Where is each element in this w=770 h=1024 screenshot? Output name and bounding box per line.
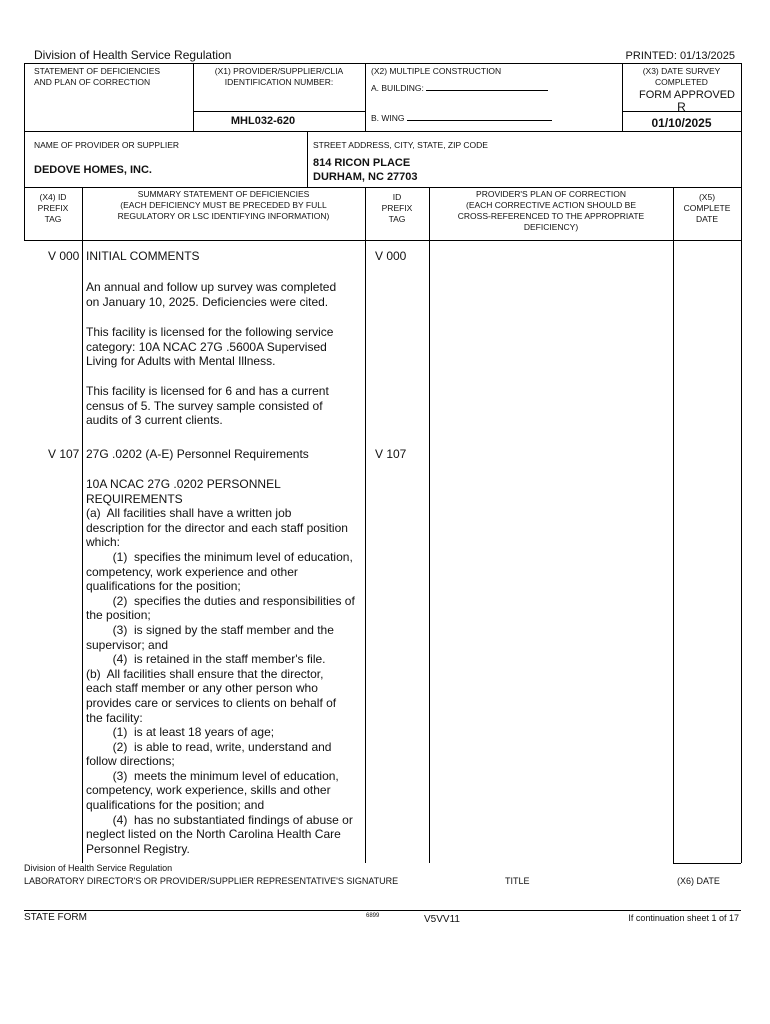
building-line <box>426 90 548 91</box>
plan-header: PROVIDER'S PLAN OF CORRECTION (EACH CORRECTIVE ACTION SHOULD BE CROSS-REFERENCED TO THE APPROPRIATE DEFICIENCY) <box>457 189 645 232</box>
entry-paragraph: An annual and follow up survey was completed on January 10, 2025. Deficiencies were cited. <box>86 280 337 309</box>
wing-label: B. WING <box>371 113 405 123</box>
form-approved: FORM APPROVED <box>639 89 735 101</box>
signature-label: LABORATORY DIRECTOR'S OR PROVIDER/SUPPLIER REPRESENTATIVE'S SIGNATURE <box>24 876 399 886</box>
provider-id: MHL032-620 <box>230 115 296 127</box>
footer-agency: Division of Health Service Regulation <box>24 863 173 873</box>
x6-date-label: (X6) DATE <box>677 876 720 886</box>
provider-name-label: NAME OF PROVIDER OR SUPPLIER <box>34 140 179 150</box>
address-label: STREET ADDRESS, CITY, STATE, ZIP CODE <box>313 140 488 150</box>
wing-line <box>407 120 552 121</box>
x4-header: (X4) ID PREFIX TAG <box>37 192 69 224</box>
entry-id-tag: V 107 <box>375 447 407 461</box>
x3-label: (X3) DATE SURVEY COMPLETED <box>642 66 721 87</box>
address-line2: DURHAM, NC 27703 <box>313 171 418 183</box>
survey-date: 01/10/2025 <box>651 116 712 130</box>
entry-id-tag: V 000 <box>375 249 407 263</box>
x1-label: (X1) PROVIDER/SUPPLIER/CLIA IDENTIFICATION NUMBER: <box>214 66 344 87</box>
entry-paragraph: This facility is licensed for 6 and has a current census of 5. The survey sample consisted of audits of 3 current clients. <box>86 384 329 428</box>
survey-code: R <box>677 100 686 114</box>
summary-header: SUMMARY STATEMENT OF DEFICIENCIES (EACH DEFICIENCY MUST BE PRECEDED BY FULL REGULATORY OR LSC IDENTIFYING INFORMATION) <box>117 189 330 221</box>
id-prefix-header: ID PREFIX TAG <box>381 192 413 224</box>
title-label: TITLE <box>505 876 530 886</box>
printed-date: PRINTED: 01/13/2025 <box>625 50 735 62</box>
entry-title: 27G .0202 (A-E) Personnel Requirements <box>86 447 309 461</box>
entry-title: INITIAL COMMENTS <box>86 249 200 263</box>
form-number: 6899 <box>366 913 380 919</box>
statement-label: STATEMENT OF DEFICIENCIES AND PLAN OF CORRECTION <box>34 66 161 87</box>
building-label: A. BUILDING: <box>371 83 424 93</box>
x2-label: (X2) MULTIPLE CONSTRUCTION <box>371 66 502 76</box>
entry-paragraph: 10A NCAC 27G .0202 PERSONNEL REQUIREMENTS (a) All facilities shall have a written job description for the director and each staff position which: (1) specifies the minimum level of education, competency, work experience and other qualifications for the position; (2) specifies the duties and responsibilities of the position; (3) is signed by the staff member and the supervisor; and (4) is retained in the staff member's file. (b) All facilities shall ensure that the director, each staff member or any other person who provides care or services to clients on behalf of the facility: (1) is at least 18 years of age; (2) is able to read, write, understand and follow directions; (3) meets the minimum level of education, competency, work experience, skills and other qualifications for the position; and (4) has no substantiated findings of abuse or neglect listed on the North Carolina Health Care Personnel Registry. <box>86 477 355 856</box>
entry-paragraph: This facility is licensed for the following service category: 10A NCAC 27G .5600A Supervised Living for Adults with Mental Illness. <box>86 325 334 369</box>
provider-name: DEDOVE HOMES, INC. <box>34 164 152 176</box>
entry-tag: V 000 <box>48 249 80 263</box>
agency-name: Division of Health Service Regulation <box>34 48 232 62</box>
state-form-label: STATE FORM <box>24 912 87 923</box>
x5-header: (X5) COMPLETE DATE <box>683 192 731 224</box>
address-line1: 814 RICON PLACE <box>313 157 411 169</box>
continuation-sheet: If continuation sheet 1 of 17 <box>628 913 739 923</box>
form-code: V5VV11 <box>424 914 460 925</box>
entry-tag: V 107 <box>48 447 80 461</box>
